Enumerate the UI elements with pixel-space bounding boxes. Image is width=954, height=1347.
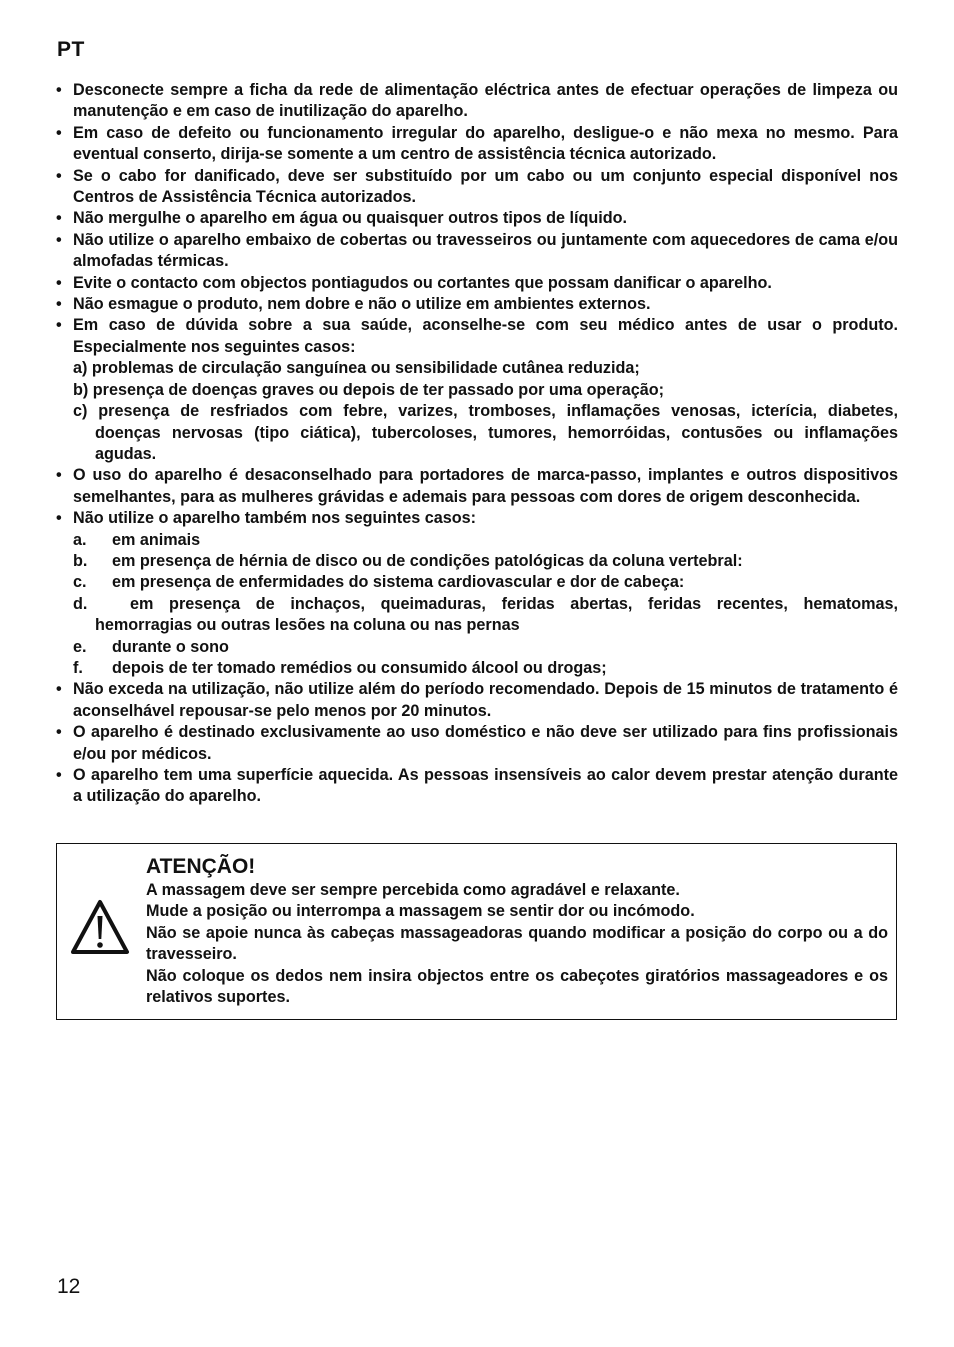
bullet-marker: •: [56, 81, 62, 99]
list-item: [56, 508, 898, 529]
sub-item: [56, 551, 898, 572]
bullet-marker: •: [56, 209, 62, 228]
list-item: [56, 679, 898, 722]
warning-line: Não se apoie nunca às cabeças massageadoras quando modificar a posição do corpo ou a do travesseiro.: [146, 923, 888, 964]
bullet-marker: •: [56, 230, 62, 249]
sub-item: [56, 594, 898, 637]
list-item: [56, 315, 898, 358]
bullet-marker: •: [56, 316, 62, 335]
list-item: [56, 166, 898, 209]
warning-triangle-icon: [69, 898, 131, 956]
sub-item-label: d.: [73, 594, 88, 613]
list-item: [56, 722, 898, 765]
sub-item-text: em presença de enfermidades do sistema cardiovascular e dor de cabeça:: [112, 573, 685, 592]
bullet-marker: •: [56, 166, 62, 185]
warning-title: ATENÇÃO!: [146, 855, 256, 878]
sub-item-text: em presença de inchaços, queimaduras, feridas abertas, feridas recentes, hematomas, hemorragias ou outras lesões na coluna ou nas pernas: [95, 594, 898, 635]
sub-item: c) presença de resfriados com febre, varizes, tromboses, inflamações venosas, icterícia, diabetes, doenças nervosas (tipo ciática), tubercoloses, tumores, hemorróidas, contusões ou inflamações agudas.: [73, 402, 898, 463]
list-item-text: Não exceda na utilização, não utilize além do período recomendado. Depois de 15 minutos de tratamento é aconselhável repousar-se pelo menos por 20 minutos.: [73, 680, 898, 720]
sub-item-text: em presença de hérnia de disco ou de condições patológicas da coluna vertebral:: [112, 551, 743, 570]
list-item-text: Em caso de dúvida sobre a sua saúde, aconselhe-se com seu médico antes de usar o produto. Especialmente nos seguintes casos:: [73, 316, 898, 356]
list-item: [56, 230, 898, 273]
list-item: [56, 294, 898, 315]
bullet-marker: •: [56, 295, 62, 314]
bullet-marker: •: [56, 723, 62, 742]
warning-box: [56, 843, 897, 1020]
safety-instructions: [56, 80, 898, 808]
list-item-text: Em caso de defeito ou funcionamento irregular do aparelho, desligue-o e não mexa no mesmo. Para eventual conserto, dirija-se somente a um centro de assistência técnica autorizado.: [73, 123, 898, 164]
sub-item-label: c.: [73, 573, 87, 592]
list-item-text: Não esmague o produto, nem dobre e não o utilize em ambientes externos.: [73, 295, 651, 314]
bullet-marker: •: [56, 766, 62, 784]
sub-item-label: a.: [73, 530, 87, 549]
list-item-text: Se o cabo for danificado, deve ser substituído por um cabo ou um conjunto especial disponível nos Centros de Assistência Técnica autorizados.: [73, 166, 898, 207]
sub-item: [56, 637, 898, 658]
sub-item-label: e.: [73, 637, 87, 656]
sub-item-label: f.: [73, 658, 83, 677]
sub-item-text: depois de ter tomado remédios ou consumido álcool ou drogas;: [112, 658, 607, 677]
bullet-marker: •: [56, 466, 62, 485]
list-item: [56, 273, 898, 294]
sub-item: b) presença de doenças graves ou depois de ter passado por uma operação;: [73, 380, 665, 399]
page-number: 12: [57, 1275, 81, 1298]
list-item: [56, 208, 898, 229]
list-item-text: O aparelho é destinado exclusivamente ao uso doméstico e não deve ser utilizado para fins profissionais e/ou por médicos.: [73, 723, 898, 763]
sub-item: [56, 658, 898, 679]
list-item: [56, 765, 898, 808]
list-item-text: Evite o contacto com objectos pontiagudos ou cortantes que possam danificar o aparelho.: [73, 273, 772, 292]
sub-item-text: em animais: [112, 530, 201, 549]
sub-item: [56, 530, 898, 551]
warning-line: Não coloque os dedos nem insira objectos entre os cabeçotes giratórios massageadores e os relativos suportes.: [146, 966, 888, 1007]
sub-item: [56, 572, 898, 593]
list-item-text: Não mergulhe o aparelho em água ou quaisquer outros tipos de líquido.: [73, 209, 628, 228]
warning-line: A massagem deve ser sempre percebida como agradável e relaxante.: [146, 881, 680, 899]
language-code: PT: [57, 38, 85, 61]
list-item-text: Desconecte sempre a ficha da rede de alimentação eléctrica antes de efectuar operações de limpeza ou manutenção e em caso de inutilização do aparelho.: [73, 81, 898, 121]
warning-content: [146, 854, 888, 1008]
list-item-text: O uso do aparelho é desaconselhado para portadores de marca-passo, implantes e outros dispositivos semelhantes, para as mulheres grávidas e ademais para pessoas com dores de origem desconhecida.: [73, 466, 898, 506]
sub-item-label: b.: [73, 551, 88, 570]
bullet-marker: •: [56, 273, 62, 292]
list-item: [56, 465, 898, 508]
list-item-text: Não utilize o aparelho também nos seguintes casos:: [73, 509, 476, 528]
warning-line: Mude a posição ou interrompa a massagem se sentir dor ou incómodo.: [146, 902, 695, 921]
list-item-text: O aparelho tem uma superfície aquecida. As pessoas insensíveis ao calor devem prestar atenção durante a utilização do aparelho.: [73, 766, 898, 806]
bullet-marker: •: [56, 123, 62, 142]
sub-item: a) problemas de circulação sanguínea ou sensibilidade cutânea reduzida;: [73, 359, 640, 378]
list-item-text: Não utilize o aparelho embaixo de cobertas ou travesseiros ou juntamente com aquecedores de cama e/ou almofadas térmicas.: [73, 230, 898, 271]
list-item: [56, 80, 898, 123]
bullet-marker: •: [56, 680, 62, 699]
bullet-marker: •: [56, 509, 62, 528]
sub-item-text: durante o sono: [112, 637, 229, 656]
list-item: [56, 123, 898, 166]
